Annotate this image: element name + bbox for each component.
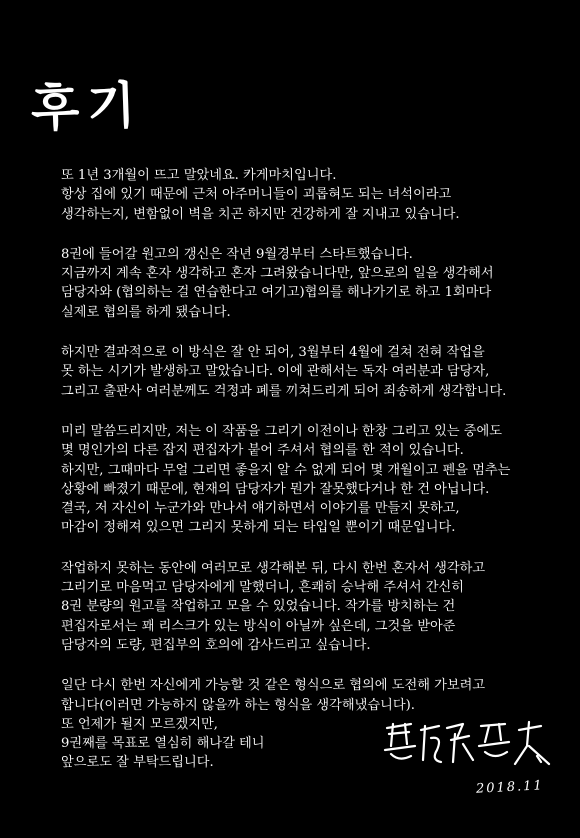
text-line: 지금까지 계속 혼자 생각하고 혼자 그려왔습니다만, 앞으로의 일을 생각해서 xyxy=(61,266,494,282)
text-line: 일단 다시 한번 자신에게 가능할 것 같은 형식으로 협의에 도전해 가보려고 xyxy=(61,678,486,694)
text-line: 8권에 들어갈 원고의 갱신은 작년 9월경부터 스타트했습니다. xyxy=(61,246,413,262)
signature-date: 2018.11 xyxy=(475,778,545,797)
paragraph-2 xyxy=(61,245,566,322)
text-line: 상황에 빠졌기 때문에, 현재의 담당자가 뭔가 잘못했다거나 한 건 아닙니다. xyxy=(61,481,490,497)
afterword-body xyxy=(61,166,566,794)
paragraph-4 xyxy=(61,422,566,538)
text-line: 미리 말씀드리지만, 저는 이 작품을 그리기 이전이나 한창 그리고 있는 중에도 xyxy=(61,423,503,439)
paragraph-5 xyxy=(61,559,566,655)
text-line: 합니다(이러면 가능하지 않을까 하는 형식을 생각해냈습니다). xyxy=(61,697,415,713)
text-line: 담당자와 (협의하는 걸 연습한다고 여기고)협의를 해나가기로 하고 1회마다 xyxy=(61,285,492,301)
text-line: 실제로 협의를 하게 됐습니다. xyxy=(61,304,231,320)
text-line: 하지만 결과적으로 이 방식은 잘 안 되어, 3월부터 4월에 걸쳐 전혀 작업을 xyxy=(61,345,485,361)
text-line: 9권째를 목표로 열심히 해나갈 테니 xyxy=(61,736,265,752)
text-line: 8권 분량의 원고를 작업하고 모을 수 있었습니다. 작가를 방치하는 건 xyxy=(61,599,456,615)
text-line: 그리고 출판사 여러분께도 걱정과 폐를 끼쳐드리게 되어 죄송하게 생각합니다. xyxy=(61,383,507,399)
text-line: 항상 집에 있기 때문에 근처 아주머니들이 괴롭혀도 되는 녀석이라고 xyxy=(61,187,452,203)
afterword-title: 후기 xyxy=(29,75,145,138)
text-line: 하지만, 그때마다 무얼 그리면 좋을지 알 수 없게 되어 몇 개월이고 펜을 멈추는 xyxy=(61,462,511,478)
paragraph-3 xyxy=(61,343,566,401)
text-line: 결국, 저 자신이 누군가와 만나서 얘기하면서 이야기를 만들지 못하고, xyxy=(61,501,460,517)
text-line: 그리기로 마음먹고 담당자에게 말했더니, 흔쾌히 승낙해 주셔서 간신히 xyxy=(61,580,464,596)
text-line: 마감이 정해져 있으면 그리지 못하게 되는 타입일 뿐이기 때문입니다. xyxy=(61,520,456,536)
text-line: 몇 명인가의 다른 잡지 편집자가 붙어 주셔서 협의를 한 적이 있습니다. xyxy=(61,443,464,459)
paragraph-1 xyxy=(61,166,566,224)
text-line: 편집자로서는 꽤 리스크가 있는 방식이 아닐까 싶은데, 그것을 받아준 xyxy=(61,618,456,634)
text-line: 못 하는 시기가 발생하고 말았습니다. 이에 관해서는 독자 여러분과 담당자, xyxy=(61,364,490,380)
text-line: 앞으로도 잘 부탁드립니다. xyxy=(61,755,214,771)
text-line: 작업하지 못하는 동안에 여러모로 생각해본 뒤, 다시 한번 혼자서 생각하고 xyxy=(61,560,486,576)
text-line: 생각하는지, 변함없이 벽을 치곤 하지만 건강하게 잘 지내고 있습니다. xyxy=(61,206,460,222)
text-line: 담당자의 도량, 편집부의 호의에 감사드리고 싶습니다. xyxy=(61,637,371,653)
text-line: 또 언제가 될지 모르겠지만, xyxy=(61,716,218,732)
signature-icon xyxy=(381,716,556,776)
text-line: 또 1년 3개월이 뜨고 말았네요. 카게마치입니다. xyxy=(61,168,337,183)
